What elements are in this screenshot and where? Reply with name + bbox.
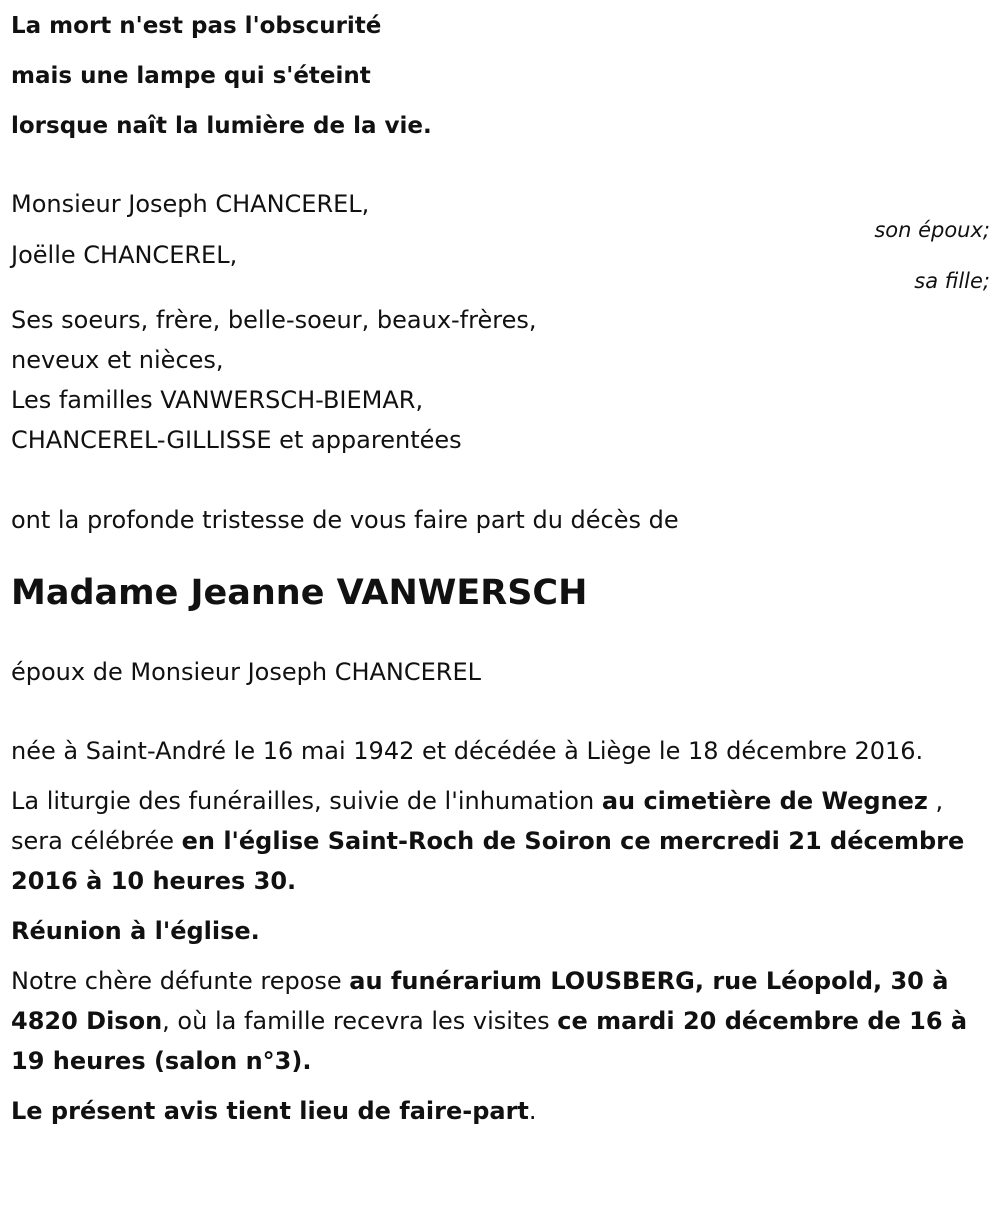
funeral-text: , sera célébrée [11, 787, 944, 855]
relative-name: Monsieur Joseph CHANCEREL, [11, 190, 370, 218]
family-list [11, 300, 990, 460]
funerarium-text: , où la famille recevra les visites [162, 1007, 558, 1035]
church-text: en l'église Saint-Roch de Soiron ce mercredi 21 décembre 2016 à 10 heures 30. [11, 827, 965, 895]
family-line: CHANCEREL-GILLISSE et apparentées [11, 426, 462, 454]
funerarium-address: au funérarium LOUSBERG, rue Léopold, 30 à 4820 Dison [11, 967, 949, 1035]
notice-paragraph [11, 1091, 990, 1131]
funeral-text: La liturgie des funérailles, suivie de l'inhumation [11, 787, 602, 815]
family-line: Ses soeurs, frère, belle-soeur, beaux-frères, [11, 306, 537, 334]
relative-role: son époux; [874, 218, 990, 242]
poem-line-1: La mort n'est pas l'obscurité [11, 13, 382, 39]
announcement-text: ont la profonde tristesse de vous faire part du décès de [11, 506, 679, 534]
relative-daughter [11, 240, 990, 296]
deceased-spouse: époux de Monsieur Joseph CHANCEREL [11, 658, 482, 686]
deceased-name: Madame Jeanne VANWERSCH [11, 573, 588, 613]
funerarium-text: Notre chère défunte repose [11, 967, 350, 995]
cemetery-text: au cimetière de Wegnez [601, 787, 928, 815]
poem-line-3: lorsque naît la lumière de la vie. [11, 113, 432, 139]
relative-name: Joëlle CHANCEREL, [11, 241, 238, 269]
relative-role: sa fille; [914, 269, 990, 293]
relative-husband [11, 189, 990, 245]
funerarium-paragraph [11, 961, 990, 1081]
poem-line-2: mais une lampe qui s'éteint [11, 63, 371, 89]
poem [11, 0, 990, 151]
meeting-text: Réunion à l'église. [11, 917, 260, 945]
birth-death-text: née à Saint-André le 16 mai 1942 et décédée à Liège le 18 décembre 2016. [11, 737, 924, 765]
funeral-paragraph [11, 781, 990, 901]
visit-hours: ce mardi 20 décembre de 16 à 19 heures (salon n°3). [11, 1007, 968, 1075]
family-line: Les familles VANWERSCH-BIEMAR, [11, 386, 424, 414]
notice-period: . [528, 1097, 537, 1125]
family-line: neveux et nièces, [11, 346, 224, 374]
notice-text: Le présent avis tient lieu de faire-part [11, 1097, 529, 1125]
meeting-paragraph [11, 911, 990, 951]
